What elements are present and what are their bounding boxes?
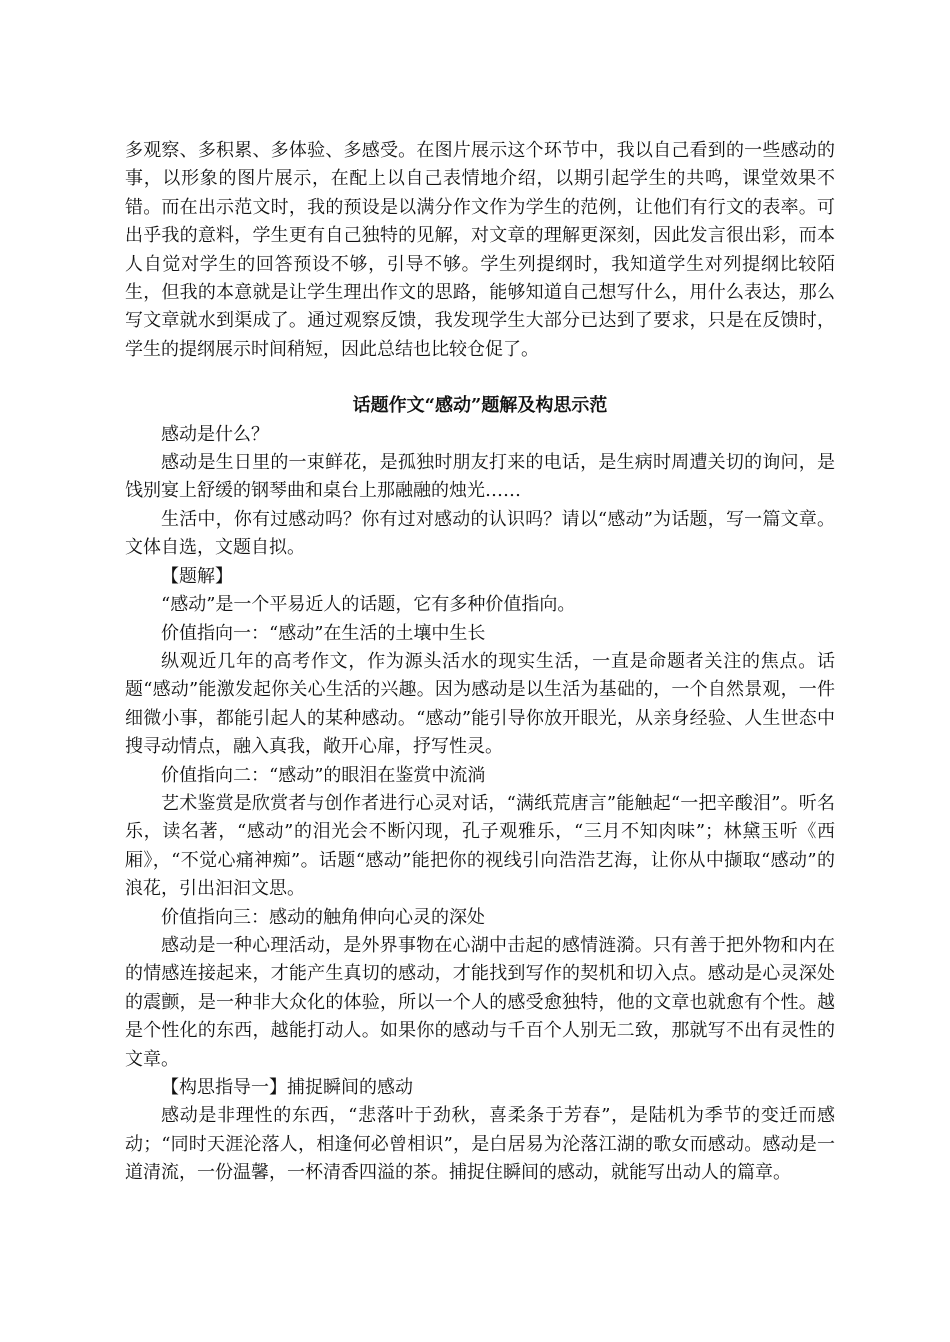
heading-guide-one: 【构思指导一】捕捉瞬间的感动 (161, 1077, 413, 1098)
heading-value-two: 价值指向二：“感动”的眼泪在鉴赏中流淌 (161, 764, 486, 786)
heading-value-one: 价值指向一：“感动”在生活的土壤中生长 (161, 622, 486, 644)
paragraph-guide-one: 感动是非理性的东西，“悲落叶于劲秋，喜柔条于芳春”，是陆机为季节的变迁而感动；“同时天涯沦落人，相逢何必曾相识”，是白居易为沦落江湖的歌女而感动。感动是一道清流，一份温馨，一杯清香四溢的茶。捕捉住瞬间的感动，就能写出动人的篇章。 (125, 1105, 835, 1184)
paragraph-value-two: 艺术鉴赏是欣赏者与创作者进行心灵对话，“满纸荒唐言”能触起“一把辛酸泪”。听名乐，读名著，“感动”的泪光会不断闪现，孔子观雅乐，“三月不知肉味”；林黛玉听《西厢》，“不觉心痛神痴”。话题“感动”能把你的视线引向浩浩艺海，让你从中撷取“感动”的浪花，引出汩汩文思。 (125, 792, 835, 900)
document-page (125, 137, 835, 1188)
paragraph-definition: 感动是生日里的一束鲜花，是孤独时朋友打来的电话，是生病时周遭关切的询问，是饯别宴上舒缓的钢琴曲和桌台上那融融的烛光…… (125, 452, 835, 502)
heading-value-three: 价值指向三：感动的触角伸向心灵的深处 (161, 906, 485, 928)
paragraph-value-one: 纵观近几年的高考作文，作为源头活水的现实生活，一直是命题者关注的焦点。话题“感动”能激发起你关心生活的兴趣。因为感动是以生活为基础的，一个自然景观，一件细微小事，都能引起人的某种感动。“感动”能引导你放开眼光，从亲身经验、人生世态中搜寻动情点，融入真我，敞开心扉，抒写性灵。 (125, 650, 835, 758)
heading-tijie: 【题解】 (161, 565, 233, 587)
intro-paragraph: 多观察、多积累、多体验、多感受。在图片展示这个环节中，我以自己看到的一些感动的事，以形象的图片展示，在配上以自己表情地介绍，以期引起学生的共鸣，课堂效果不错。而在出示范文时，我的预设是以满分作文作为学生的范例，让他们有行文的表率。可出乎我的意料，学生更有自己独特的见解，对文章的理解更深刻，因此发言很出彩，而本人自觉对学生的回答预设不够，引导不够。学生列提纲时，我知道学生对列提纲比较陌生，但我的本意就是让学生理出作文的思路，能够知道自己想写什么，用什么表达，那么写文章就水到渠成了。通过观察反馈，我发现学生大部分已达到了要求，只是在反馈时，学生的提纲展示时间稍短，因此总结也比较仓促了。 (125, 140, 835, 360)
paragraph-topic-intro: “感动”是一个平易近人的话题，它有多种价值指向。 (161, 594, 576, 616)
paragraph-question: 感动是什么？ (161, 423, 269, 445)
section-spacer (125, 364, 835, 392)
paragraph-prompt: 生活中，你有过感动吗？你有过对感动的认识吗？请以“感动”为话题，写一篇文章。文体自选，文题自拟。 (125, 508, 835, 559)
section-title: 话题作文“感动”题解及构思示范 (352, 395, 608, 417)
paragraph-value-three: 感动是一种心理活动，是外界事物在心湖中击起的感情涟漪。只有善于把外物和内在的情感连接起来，才能产生真切的感动，才能找到写作的契机和切入点。感动是心灵深处的震颤，是一种非大众化的体验，所以一个人的感受愈独特，他的文章也就愈有个性。越是个性化的东西，越能打动人。如果你的感动与千百个人别无二致，那就写不出有灵性的文章。 (125, 934, 835, 1070)
